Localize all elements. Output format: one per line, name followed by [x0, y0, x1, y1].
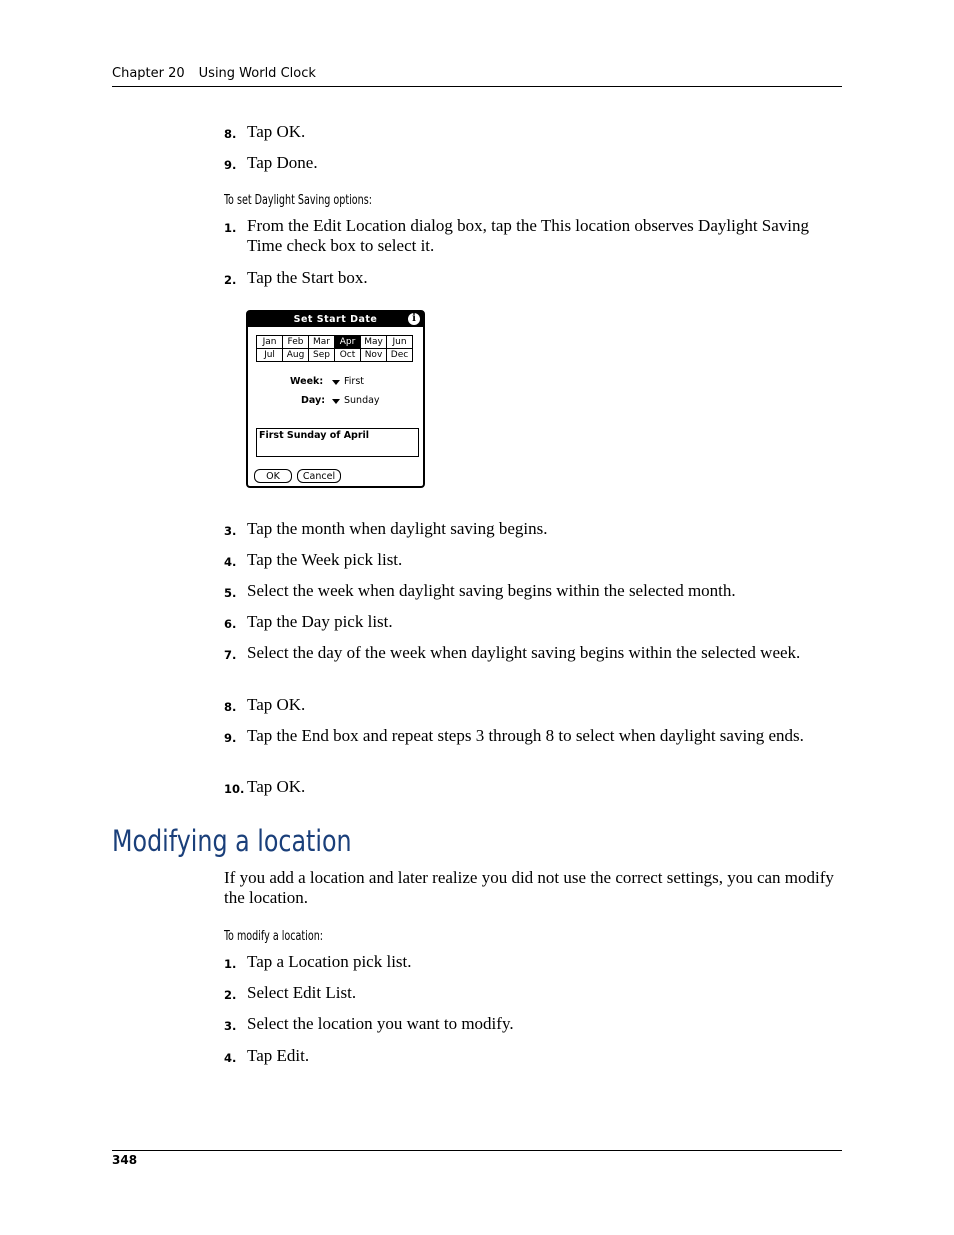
month-may[interactable]: May [361, 336, 387, 349]
dialog-title: Set Start Date [248, 312, 423, 327]
month-nov[interactable]: Nov [361, 349, 387, 362]
info-icon[interactable]: i [408, 313, 420, 325]
list-item: 3. Select the location you want to modify. [224, 1014, 514, 1033]
list-item: 6. Tap the Day pick list. [224, 612, 393, 631]
month-dec[interactable]: Dec [387, 349, 413, 362]
list-item: 7. Select the day of the week when daylight saving begins within the selected week. [224, 643, 801, 662]
page-number: 348 [112, 1153, 138, 1167]
month-oct[interactable]: Oct [335, 349, 361, 362]
list-item: 8. Tap OK. [224, 122, 306, 141]
month-jun[interactable]: Jun [387, 336, 413, 349]
list-item: 9. Tap Done. [224, 153, 318, 172]
chapter-number: Chapter 20 [112, 66, 185, 81]
chevron-down-icon[interactable] [332, 399, 340, 404]
month-jan[interactable]: Jan [257, 336, 283, 349]
list-item: 2. Select Edit List. [224, 983, 357, 1002]
list-item: 4. Tap the Week pick list. [224, 550, 403, 569]
section-heading: Modifying a location [112, 824, 352, 858]
month-grid [256, 335, 413, 362]
section-paragraph: If you add a location and later realize you did not use the correct settings, you can modify the location. [224, 868, 834, 907]
chapter-title: Using World Clock [198, 66, 316, 81]
procedure-heading: To set Daylight Saving options: [224, 193, 372, 208]
month-jul[interactable]: Jul [257, 349, 283, 362]
running-header [112, 66, 842, 87]
list-item: 1. Tap a Location pick list. [224, 952, 412, 971]
cancel-button[interactable]: Cancel [297, 469, 341, 483]
day-picker[interactable]: Sunday [344, 395, 380, 406]
list-item: 5. Select the week when daylight saving begins within the selected month. [224, 581, 736, 600]
footer-divider [112, 1150, 842, 1151]
month-apr[interactable]: Apr [335, 336, 361, 349]
week-label: Week: [290, 376, 324, 387]
list-item: 2. Tap the Start box. [224, 268, 368, 287]
list-item: 10. Tap OK. [224, 777, 306, 796]
chevron-down-icon[interactable] [332, 380, 340, 385]
list-item: 3. Tap the month when daylight saving begins. [224, 519, 548, 538]
month-mar[interactable]: Mar [309, 336, 335, 349]
week-picker[interactable]: First [344, 376, 364, 387]
day-label: Day: [301, 395, 325, 406]
result-field: First Sunday of April [256, 428, 419, 457]
list-item: 1. From the Edit Location dialog box, tap the This location observes Daylight Saving Time check box to select it. [224, 216, 810, 255]
list-item: 4. Tap Edit. [224, 1046, 310, 1065]
list-item: 9. Tap the End box and repeat steps 3 through 8 to select when daylight saving ends. [224, 726, 804, 745]
set-start-date-dialog [246, 310, 425, 488]
ok-button[interactable]: OK [254, 469, 292, 483]
month-sep[interactable]: Sep [309, 349, 335, 362]
procedure-heading: To modify a location: [224, 929, 324, 944]
month-aug[interactable]: Aug [283, 349, 309, 362]
month-feb[interactable]: Feb [283, 336, 309, 349]
list-item: 8. Tap OK. [224, 695, 306, 714]
